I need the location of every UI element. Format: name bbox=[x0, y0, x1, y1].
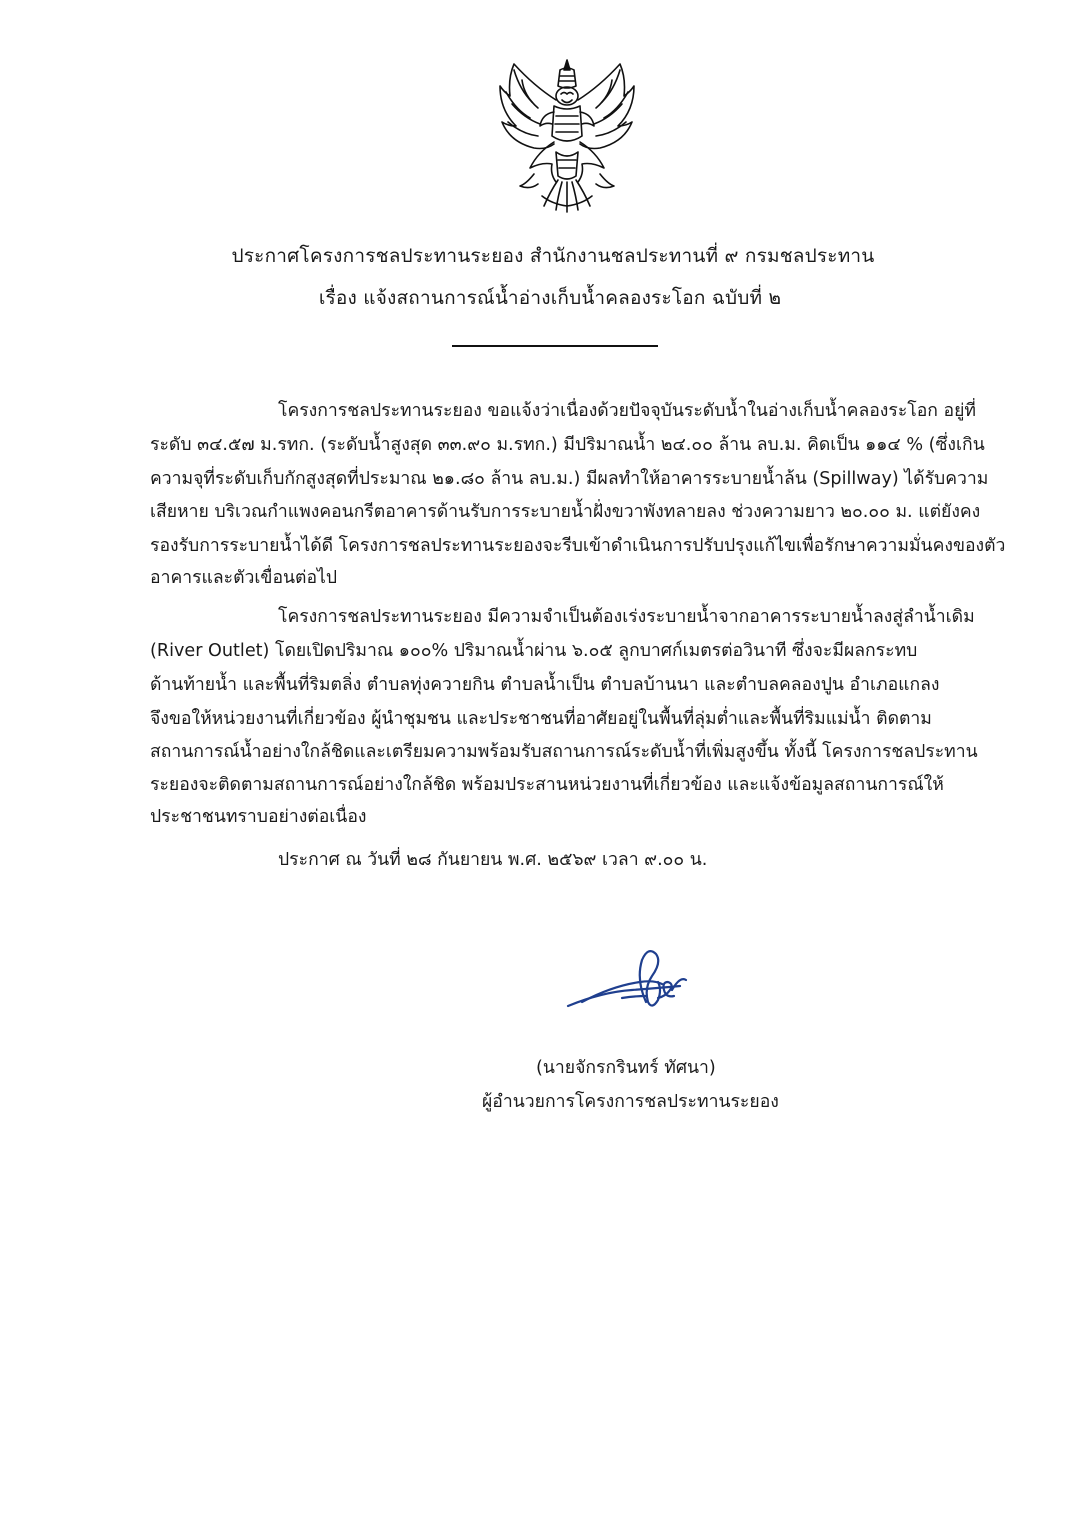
paragraph-2-line: (River Outlet) โดยเปิดปริมาณ ๑๐๐% ปริมาณน้ำผ่าน ๖.๐๕ ลูกบาศก์เมตรต่อวินาที ซึ่งจะมีผลกระทบ bbox=[150, 641, 918, 661]
paragraph-1-line: ระดับ ๓๔.๕๗ ม.รทก. (ระดับน้ำสูงสุด ๓๓.๙๐ ม.รทก.) มีปริมาณน้ำ ๒๔.๐๐ ล้าน ลบ.ม. คิดเป็น ๑๑๔ % (ซึ่งเกิน bbox=[150, 435, 985, 455]
document-subject: เรื่อง แจ้งสถานการณ์น้ำอ่างเก็บน้ำคลองระโอก ฉบับที่ ๒ bbox=[318, 287, 782, 309]
paragraph-1-line: ความจุที่ระดับเก็บกักสูงสุดที่ประมาณ ๒๑.๘๐ ล้าน ลบ.ม.) มีผลทำให้อาคารระบายน้ำล้น (Spillway) ได้รับความ bbox=[150, 469, 989, 489]
paragraph-2-line: สถานการณ์น้ำอย่างใกล้ชิดและเตรียมความพร้อมรับสถานการณ์ระดับน้ำที่เพิ่มสูงขึ้น ทั้งนี้ โครงการชลประทาน bbox=[150, 742, 978, 762]
paragraph-1-line: รองรับการระบายน้ำได้ดี โครงการชลประทานระยองจะรีบเข้าดำเนินการปรับปรุงแก้ไขเพื่อรักษาความมั่นคงของตัว bbox=[150, 536, 1006, 556]
signer-title: ผู้อำนวยการโครงการชลประทานระยอง bbox=[482, 1092, 779, 1112]
handwritten-signature-icon bbox=[562, 940, 702, 1020]
paragraph-1-line: โครงการชลประทานระยอง ขอแจ้งว่าเนื่องด้วยปัจจุบันระดับน้ำในอ่างเก็บน้ำคลองระโอก อยู่ที่ bbox=[278, 401, 977, 421]
paragraph-2-line: จึงขอให้หน่วยงานที่เกี่ยวข้อง ผู้นำชุมชน และประชาชนที่อาศัยอยู่ในพื้นที่ลุ่มต่ำและพื้นที่ริมแม่น้ำ ติดตาม bbox=[150, 709, 932, 729]
announcement-date: ประกาศ ณ วันที่ ๒๘ กันยายน พ.ศ. ๒๕๖๙ เวลา ๙.๐๐ น. bbox=[278, 850, 708, 870]
paragraph-1-line: เสียหาย บริเวณกำแพงคอนกรีตอาคารด้านรับการระบายน้ำฝั่งขวาพังทลายลง ช่วงความยาว ๒๐.๐๐ ม. แต่ยังคง bbox=[150, 502, 981, 522]
paragraph-1-line: อาคารและตัวเขื่อนต่อไป bbox=[150, 568, 338, 588]
title-divider bbox=[452, 345, 658, 347]
garuda-emblem-icon bbox=[494, 56, 640, 216]
paragraph-2-line: ระยองจะติดตามสถานการณ์อย่างใกล้ชิด พร้อมประสานหน่วยงานที่เกี่ยวข้อง และแจ้งข้อมูลสถานการณ์ให้ bbox=[150, 775, 944, 795]
paragraph-2-line: โครงการชลประทานระยอง มีความจำเป็นต้องเร่งระบายน้ำจากอาคารระบายน้ำลงสู่ลำน้ำเดิม bbox=[278, 607, 975, 627]
paragraph-2-line: ด้านท้ายน้ำ และพื้นที่ริมตลิ่ง ตำบลทุ่งควายกิน ตำบลน้ำเป็น ตำบลบ้านนา และตำบลคลองปูน อำเภอแกลง bbox=[150, 675, 940, 695]
signer-name: (นายจักรกรินทร์ ทัศนา) bbox=[536, 1058, 716, 1078]
paragraph-2-line: ประชาชนทราบอย่างต่อเนื่อง bbox=[150, 807, 367, 827]
document-title: ประกาศโครงการชลประทานระยอง สำนักงานชลประทานที่ ๙ กรมชลประทาน bbox=[231, 245, 875, 267]
